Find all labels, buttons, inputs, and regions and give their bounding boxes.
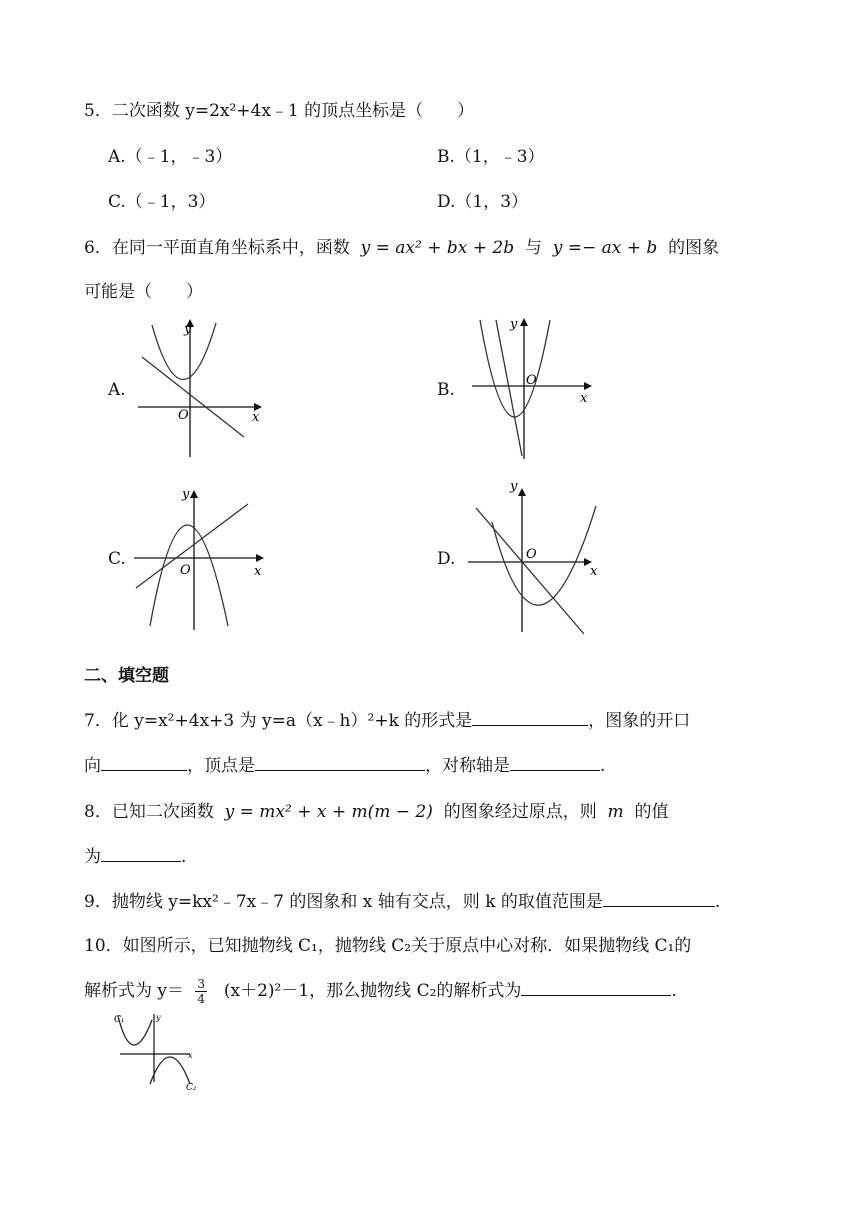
q9-line (84, 887, 720, 912)
q5-option-c: C.（﹣1，3） (108, 192, 216, 212)
section-title: 二、填空题 (84, 666, 169, 686)
graph-d-origin-label: O (526, 547, 537, 562)
q6-label-b: B. (437, 380, 455, 400)
graph-d-x-label: x (590, 564, 598, 579)
q6-stem-suffix: 的图象 (668, 238, 720, 258)
q6-graph-b (462, 314, 612, 462)
q7-text-5: ，对称轴是 (425, 756, 510, 776)
q10-suffix: (x＋2)²－1，那么抛物线 C₂的解析式为 (223, 981, 522, 1001)
q8-variable: m (607, 802, 624, 822)
q8-function: y = mx² + x + m(m − 2) (224, 802, 433, 822)
graph-b-x-label: x (580, 391, 588, 406)
q6-label-d: D. (437, 549, 456, 569)
q6-stem-line1 (84, 233, 719, 258)
q8-prefix: 8．已知二次函数 (84, 802, 214, 822)
q7-text-4: ，顶点是 (187, 756, 255, 776)
graph-d-y-label: y (510, 479, 518, 494)
q8-suffix: 的值 (634, 802, 669, 822)
q7-line1 (84, 706, 690, 731)
graph-c-y-label: y (182, 487, 190, 502)
q9-text: 9．抛物线 y=kx²﹣7x﹣7 的图象和 x 轴有交点，则 k 的取值范围是 (84, 892, 603, 912)
q8-end: . (181, 847, 187, 867)
q7-text-2: ，图象的开口 (588, 711, 691, 731)
graph-c-origin-label: O (180, 563, 191, 578)
q5-option-b: B.（1，﹣3） (437, 147, 545, 167)
q7-text-6: . (600, 756, 606, 776)
q6-function-1: y = ax² + bx + 2b (360, 238, 515, 258)
q10-y-label: y (156, 1013, 161, 1022)
q8-line2 (84, 842, 186, 867)
q8-mid: 的图象经过原点，则 (443, 802, 597, 822)
graph-c-x-label: x (254, 564, 262, 579)
q8-line1 (84, 797, 668, 822)
q8-text-wei: 为 (84, 847, 101, 867)
q10-c1-label: C₁ (114, 1015, 125, 1025)
q10-end: . (671, 981, 677, 1001)
q10-graph (112, 1012, 202, 1092)
q5-option-d: D.（1，3） (437, 192, 529, 212)
q7-line2 (84, 751, 605, 776)
graph-b-origin-label: O (526, 373, 537, 388)
q6-graph-d (462, 476, 612, 636)
q6-stem-line2: 可能是（ ） (84, 282, 203, 302)
q5-stem: 5．二次函数 y=2x²+4x﹣1 的顶点坐标是（ ） (84, 101, 475, 121)
q10-line1: 10．如图所示，已知抛物线 C₁，抛物线 C₂关于原点中心对称．如果抛物线 C₁的 (84, 936, 692, 956)
graph-a-y-label: y (184, 322, 192, 337)
q10-c2-label: C₂ (186, 1083, 197, 1093)
q7-blank-form[interactable] (472, 707, 588, 726)
q6-stem-prefix: 6．在同一平面直角坐标系中，函数 (84, 238, 350, 258)
q7-text-1: 7．化 y=x²+4x+3 为 y=a（x﹣h）²+k 的形式是 (84, 711, 473, 731)
q10-x-label: x (188, 1051, 193, 1060)
q10-fraction (195, 977, 207, 1006)
q8-blank[interactable] (101, 843, 181, 862)
graph-a-origin-label: O (178, 408, 189, 423)
q9-blank[interactable] (603, 888, 715, 907)
q10-frac-denominator: 4 (197, 992, 206, 1006)
q7-text-3: 向 (84, 756, 101, 776)
q5-option-a: A.（﹣1，﹣3） (108, 147, 233, 167)
q6-graph-a (130, 315, 270, 460)
q6-label-c: C. (108, 549, 126, 569)
q6-label-a: A. (108, 380, 126, 400)
q6-stem-mid: 与 (524, 238, 542, 258)
q6-function-2: y =− ax + b (552, 238, 658, 258)
q10-blank[interactable] (521, 977, 671, 996)
q6-graph-c (128, 484, 278, 634)
q7-blank-axis[interactable] (510, 752, 600, 771)
graph-b-y-label: y (510, 317, 518, 332)
graph-a-x-label: x (252, 410, 260, 425)
q7-blank-vertex[interactable] (255, 752, 425, 771)
q9-end: . (714, 892, 721, 912)
q10-line2 (84, 976, 677, 1006)
q10-frac-numerator: 3 (197, 977, 206, 991)
q7-blank-direction[interactable] (101, 752, 187, 771)
q10-prefix: 解析式为 y＝ (84, 981, 185, 1001)
